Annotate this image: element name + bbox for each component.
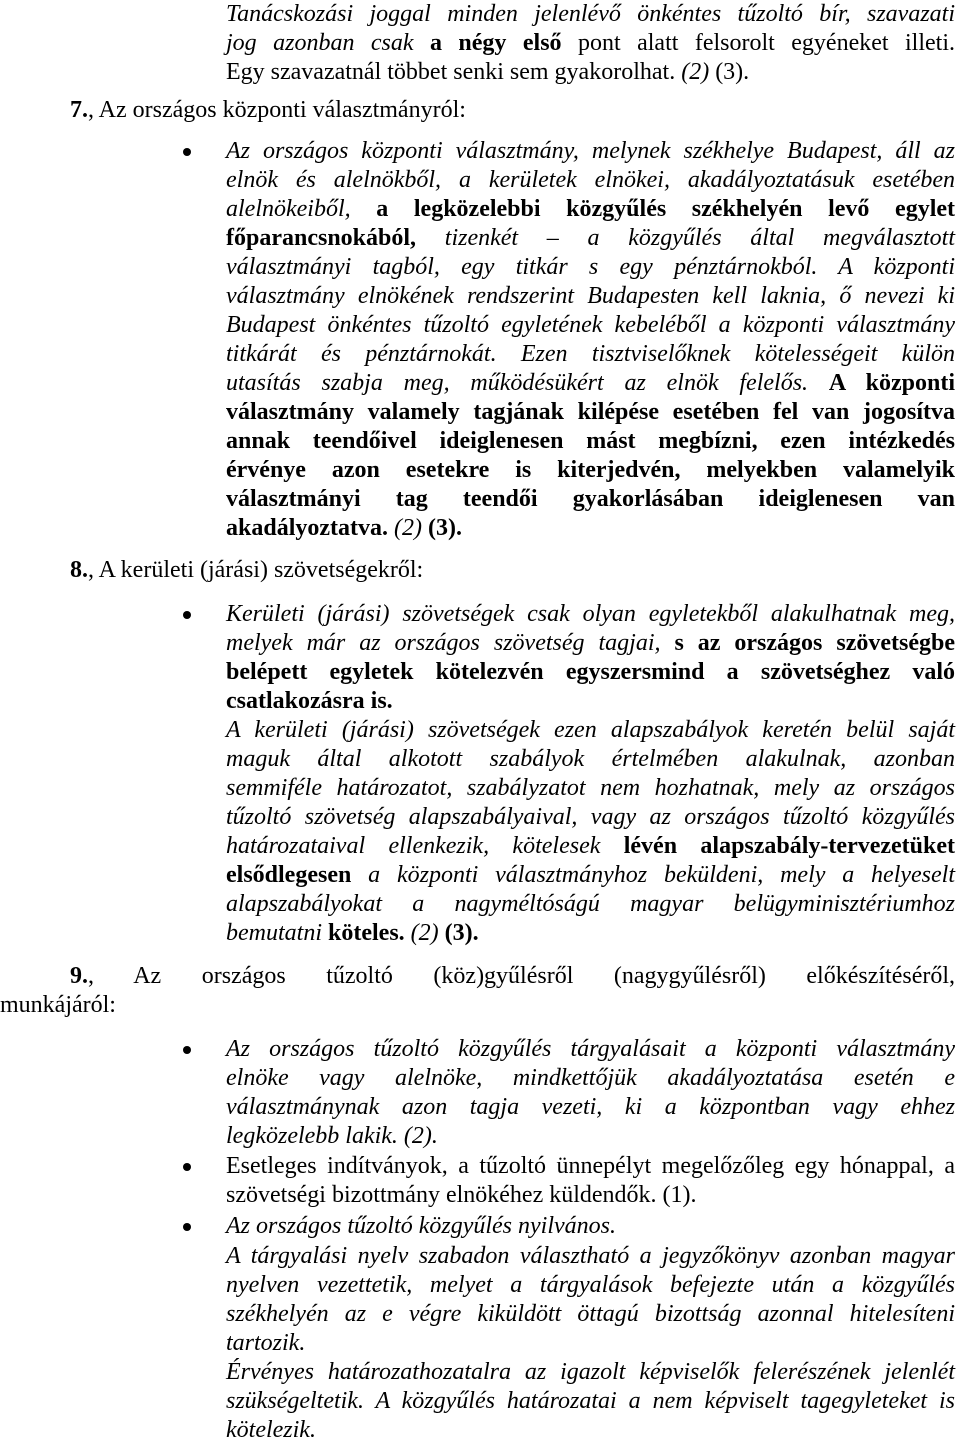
section-9-paragraph-language	[226, 1242, 955, 1358]
text-run-italic: Kerületi (járási) szövetségek csak olyan egyletekből alakulhatnak meg,	[226, 601, 955, 627]
text-run-italic: határozataival ellenkezik, kötelesek	[226, 833, 624, 859]
text-line	[226, 629, 955, 658]
text-run-italic: titkárát és pénztárnokát. Ezen tisztviselőknek kötelességeit külön	[226, 341, 955, 367]
text-line	[226, 1093, 955, 1122]
section-8-paragraph	[226, 716, 955, 948]
text-run-regular: pont alatt felsorolt egyéneket illeti.	[561, 30, 955, 56]
text-run-bold: választmányi tag teendői gyakorlásában ideiglenesen van	[226, 486, 955, 512]
text-run-bold: a négy első	[429, 30, 562, 56]
text-line	[226, 398, 955, 427]
text-line	[226, 282, 955, 311]
text-line	[226, 514, 955, 543]
text-line	[226, 1271, 955, 1300]
text-run-italic: jog azonban csak	[226, 30, 430, 56]
text-run-regular: Esetleges indítványok, a tűzoltó ünnepélyt megelőzőleg egy hónappal, a	[226, 1153, 955, 1179]
text-line	[226, 1329, 955, 1358]
text-run-regular: Egy szavazatnál többet senki sem gyakorolhat.	[226, 59, 682, 85]
text-line	[226, 1212, 955, 1241]
text-line	[226, 861, 955, 890]
text-run-italic: választmányi tagból, egy titkár s egy pénztárnokból. A központi	[226, 254, 955, 280]
text-run-italic: Érvényes határozathozatalra az igazolt képviselők felerészének jelenlét	[226, 1359, 955, 1385]
text-run-bold: akadályoztatva.	[226, 515, 394, 541]
text-run-bold: köteles.	[328, 920, 405, 946]
text-line	[226, 340, 955, 369]
text-run-regular: munkájáról:	[0, 992, 116, 1018]
text-line	[226, 1152, 955, 1181]
text-run-regular: szövetségi bizottmány elnökéhez küldendők. (1).	[226, 1182, 697, 1208]
text-run-italic: tizenkét – a közgyűlés által megválasztott	[416, 225, 955, 251]
text-line	[226, 311, 955, 340]
text-run-italic: A tárgyalási nyelv szabadon választható a jegyzőkönyv azonban magyar	[226, 1243, 955, 1269]
text-run-bold: a legközelebbi közgyűlés székhelyén levő egylet	[376, 196, 955, 222]
text-run-italic: Az országos tűzoltó közgyűlés nyilvános.	[226, 1213, 616, 1239]
text-run-italic: Az országos tűzoltó közgyűlés tárgyalásait a központi választmány	[226, 1036, 955, 1062]
text-line	[226, 1122, 955, 1151]
text-line	[226, 687, 955, 716]
text-line	[226, 253, 955, 282]
section-9-list-item-3	[226, 1212, 955, 1241]
text-run-bold: A központi	[828, 370, 956, 396]
text-line	[226, 58, 955, 87]
text-line	[226, 1181, 955, 1210]
text-line	[226, 485, 955, 514]
text-run-italic: (2)	[404, 920, 439, 946]
text-line	[70, 556, 955, 585]
section-7-heading	[70, 96, 955, 125]
text-line	[226, 600, 955, 629]
text-line	[226, 224, 955, 253]
text-line	[226, 803, 955, 832]
text-run-italic: székhelyén az e végre kiküldött öttagú bizottság azonnal hitelesíteni	[226, 1301, 955, 1327]
text-run-italic: szükségeltetik. A közgyűlés határozatai a nem képviselt tagegyleteket is	[226, 1388, 955, 1414]
bullet-icon	[183, 148, 191, 156]
text-run-italic: a központi választmányhoz beküldeni, mely a helyeselt	[351, 862, 955, 888]
text-run-italic: (2)	[681, 59, 710, 85]
text-run-bold: elsődlegesen	[226, 862, 352, 888]
text-run-italic: melyek már az országos szövetség tagjai,	[226, 630, 675, 656]
text-line	[226, 456, 955, 485]
text-run-italic: (2)	[394, 515, 422, 541]
text-run-italic: tűzoltó szövetség alapszabályaival, vagy az országos tűzoltó közgyűlés	[226, 804, 955, 830]
text-run-italic: Tanácskozási joggal minden jelenlévő önkéntes tűzoltó bír, szavazati	[226, 1, 955, 27]
text-run-bold: 9.	[70, 963, 88, 989]
text-run-bold: belépett egyletek kötelezvén egyszersmind a szövetséghez való	[226, 659, 955, 685]
text-line	[226, 166, 955, 195]
text-line	[226, 195, 955, 224]
section-9-list-item-1	[226, 1035, 955, 1151]
text-run-italic: maguk által alkotott szabályok értelmében alakulnak, azonban	[226, 746, 955, 772]
text-run-italic: elnöke vagy alelnöke, mindkettőjük akadályoztatása esetén e	[226, 1065, 955, 1091]
section-9-list-item-2	[226, 1152, 955, 1210]
text-run-italic: alelnökeiből,	[226, 196, 377, 222]
text-run-italic: alapszabályokat a nagyméltóságú magyar belügyminisztériumhoz	[226, 891, 955, 917]
text-run-italic: tartozik.	[226, 1330, 306, 1356]
text-line	[226, 1064, 955, 1093]
text-run-bold: annak teendőivel ideiglenesen mást megbízni, ezen intézkedés	[226, 428, 955, 454]
text-line	[226, 658, 955, 687]
text-line	[226, 0, 955, 29]
text-line	[226, 716, 955, 745]
bullet-icon	[183, 1223, 191, 1231]
section-9-heading	[0, 962, 955, 1020]
text-run-italic: semmiféle határozatot, szabályzatot nem hozhatnak, mely az országos	[226, 775, 955, 801]
text-run-bold: (3).	[438, 920, 479, 946]
section-8-heading	[70, 556, 955, 585]
text-line	[0, 991, 955, 1020]
text-line	[226, 745, 955, 774]
text-run-bold: 8.	[70, 557, 88, 583]
text-line	[0, 962, 955, 991]
text-run-italic: bemutatni	[226, 920, 328, 946]
bullet-icon	[183, 1046, 191, 1054]
text-line	[226, 1035, 955, 1064]
section-9-paragraph-quorum	[226, 1358, 955, 1445]
text-run-bold: s az országos szövetségbe	[674, 630, 955, 656]
text-line	[226, 29, 955, 58]
text-run-regular: , A kerületi (járási) szövetségekről:	[88, 557, 424, 583]
text-run-italic: A kerületi (járási) szövetségek ezen alapszabályok keretén belül saját	[226, 717, 955, 743]
bullet-icon	[183, 611, 191, 619]
text-run-italic: kötelezik.	[226, 1417, 316, 1443]
text-run-bold: (3).	[421, 515, 462, 541]
text-run-italic: Az országos központi választmány, melynek székhelye Budapest, áll az	[226, 138, 955, 164]
section-7-list-item	[226, 137, 955, 543]
text-line	[226, 1416, 955, 1445]
text-run-italic: Budapest önkéntes tűzoltó egyletének kebeléből a központi választmány	[226, 312, 955, 338]
text-line	[226, 890, 955, 919]
text-line	[226, 369, 955, 398]
text-run-italic: elnök és alelnökből, a kerületek elnökei, akadályoztatásuk esetében	[226, 167, 955, 193]
section-8-list-item	[226, 600, 955, 716]
text-run-bold: lévén alapszabály-tervezetüket	[623, 833, 956, 859]
text-run-regular: , Az országos tűzoltó (köz)gyűlésről (nagygyűlésről) előkészítéséről,	[88, 963, 955, 989]
intro-paragraph	[226, 0, 955, 87]
text-line	[226, 1242, 955, 1271]
text-run-italic: utasítás szabja meg, működésükért az elnök felelős.	[226, 370, 829, 396]
text-line	[226, 919, 955, 948]
text-line	[226, 1358, 955, 1387]
text-run-italic: választmánynak azon tagja vezeti, ki a központban vagy ehhez	[226, 1094, 955, 1120]
text-line	[226, 1300, 955, 1329]
text-run-bold: érvénye azon esetekre is kiterjedvén, melyekben valamelyik	[226, 457, 955, 483]
text-run-italic: választmány elnökének rendszerint Budapesten kell laknia, ő nevezi ki	[226, 283, 955, 309]
text-run-bold: választmány valamely tagjának kilépése esetében fel van jogosítva	[226, 399, 955, 425]
text-line	[226, 774, 955, 803]
text-line	[226, 832, 955, 861]
bullet-icon	[183, 1163, 191, 1171]
text-line	[226, 1387, 955, 1416]
text-run-italic: nyelven vezettetik, melyet a tárgyalások befejezte után a közgyűlés	[226, 1272, 955, 1298]
text-line	[70, 96, 955, 125]
text-line	[226, 137, 955, 166]
text-line	[226, 427, 955, 456]
text-run-bold: csatlakozásra is.	[226, 688, 393, 714]
text-run-regular: (3).	[709, 59, 750, 85]
text-run-bold: főparancsnokából,	[226, 225, 417, 251]
text-run-italic: legközelebb lakik. (2).	[226, 1123, 438, 1149]
text-run-bold: 7.	[70, 97, 88, 123]
text-run-regular: , Az országos központi választmányról:	[88, 97, 466, 123]
